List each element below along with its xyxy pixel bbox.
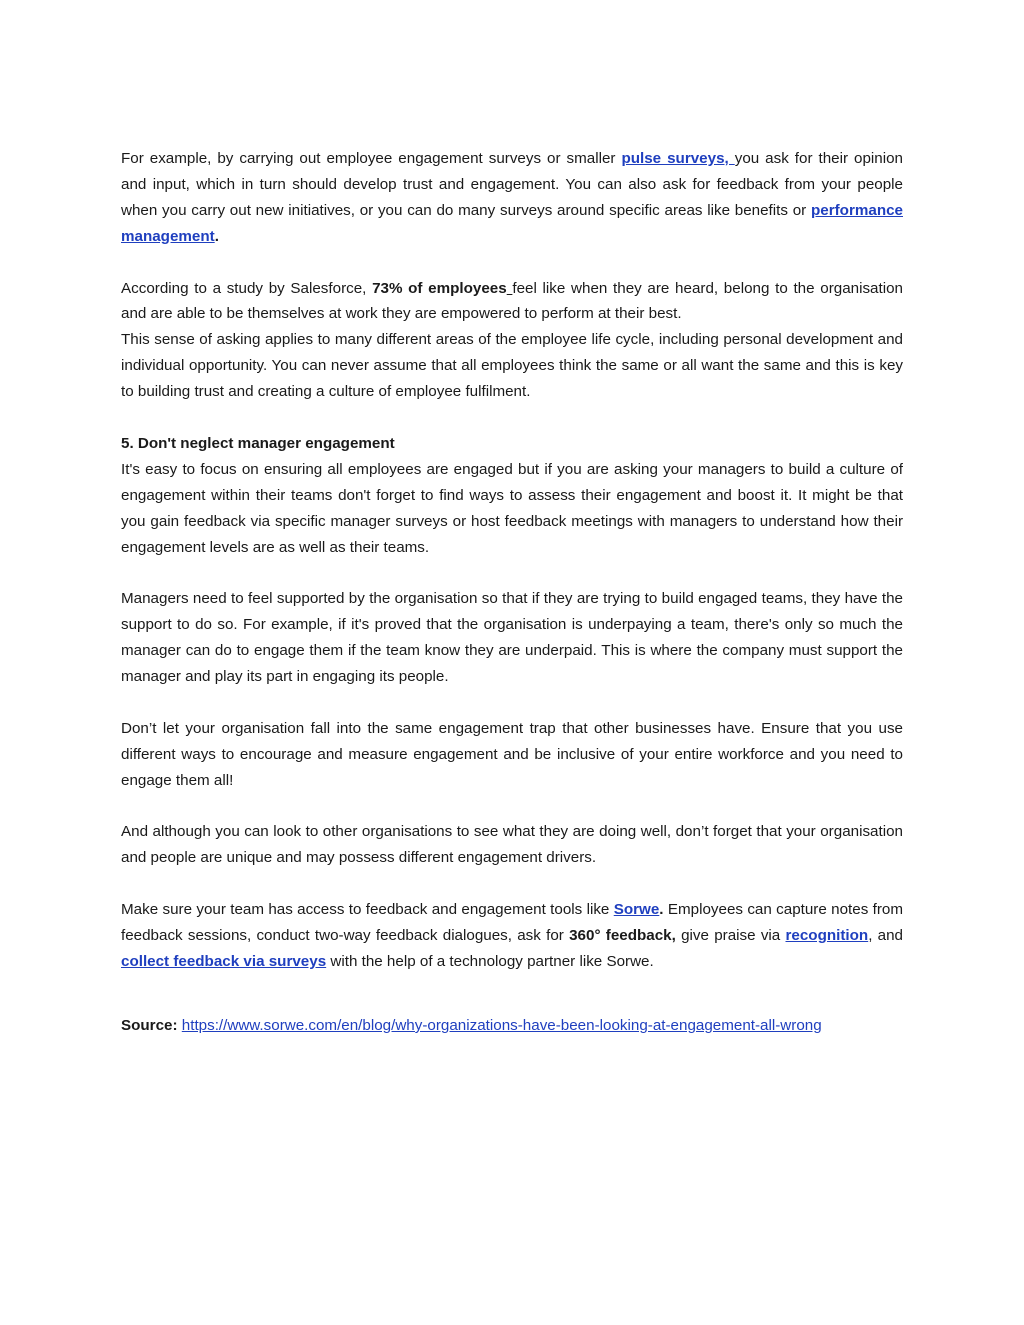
paragraph-asking: This sense of asking applies to many different areas of the employee life cycle, including personal development and individual opportunity. You can never assume that all employees think the same or all want the same and this is key to building trust and creating a culture of employee fulfilment. [121, 331, 903, 401]
collect-feedback-link[interactable]: collect feedback via surveys [121, 953, 327, 970]
paragraph-surveys: For example, by carrying out employee engagement surveys or smaller pulse surveys, you ask for their opinion and input, which in turn should develop trust and engagement. You can also ask for feedback from your people when you carry out new initiatives, or you can do many surveys around specific areas like benefits or performance management. [121, 150, 904, 245]
paragraph-manager-engagement: It's easy to focus on ensuring all employees are engaged but if you are asking your managers to build a culture of engagement within their teams don't forget to find ways to assess their engagement and boost it. It might be that you gain feedback via specific manager surveys or host feedback meetings with managers to understand how their engagement levels are as well as their teams. [121, 460, 903, 556]
paragraph-engagement-trap: Don’t let your organisation fall into the same engagement trap that other businesses have. Ensure that you use different ways to encourage and measure engagement and be inclusive of your entire workforce and you need to engage them all! [121, 719, 903, 789]
paragraph-other-organisations: And although you can look to other organisations to see what they are doing well, don’t forget that your organisation and people are unique and may possess different engagement drivers. [121, 823, 903, 867]
performance-management-link[interactable]: performance management [121, 201, 903, 245]
recognition-link[interactable]: recognition [785, 927, 869, 945]
document-page [121, 146, 903, 1039]
paragraph-managers-support: Managers need to feel supported by the organisation so that if they are trying to build engaged teams, they have the support to do so. For example, if it's proved that the organisation is underpaying a team, there's only so much the manager can do to engage them if the team know they are underpaid. This is where the company must support the manager and play its part in engaging its people. [121, 590, 903, 686]
paragraph-salesforce-study: According to a study by Salesforce, 73% of employees feel like when they are heard, belong to the organisation and are able to be themselves at work they are empowered to perform at their best. [121, 279, 903, 323]
source-line [121, 1013, 903, 1039]
sorwe-link[interactable]: Sorwe [613, 901, 660, 919]
employees-stat: 73% of employees [372, 279, 507, 297]
pulse-surveys-link[interactable]: pulse surveys, [621, 150, 735, 167]
source-url-link[interactable]: https://www.sorwe.com/en/blog/why-organizations-have-been-looking-at-engagement-all-wrong [181, 1016, 822, 1034]
section-heading: 5. Don't neglect manager engagement [121, 434, 395, 452]
paragraph-tools: Make sure your team has access to feedback and engagement tools like Sorwe. Employees can capture notes from feedback sessions, conduct two-way feedback dialogues, ask for 360° feedback, give praise via recognition, and collect feedback via surveys with the help of a technology partner like Sorwe. [121, 901, 904, 970]
source-label: Source: [121, 1016, 178, 1034]
